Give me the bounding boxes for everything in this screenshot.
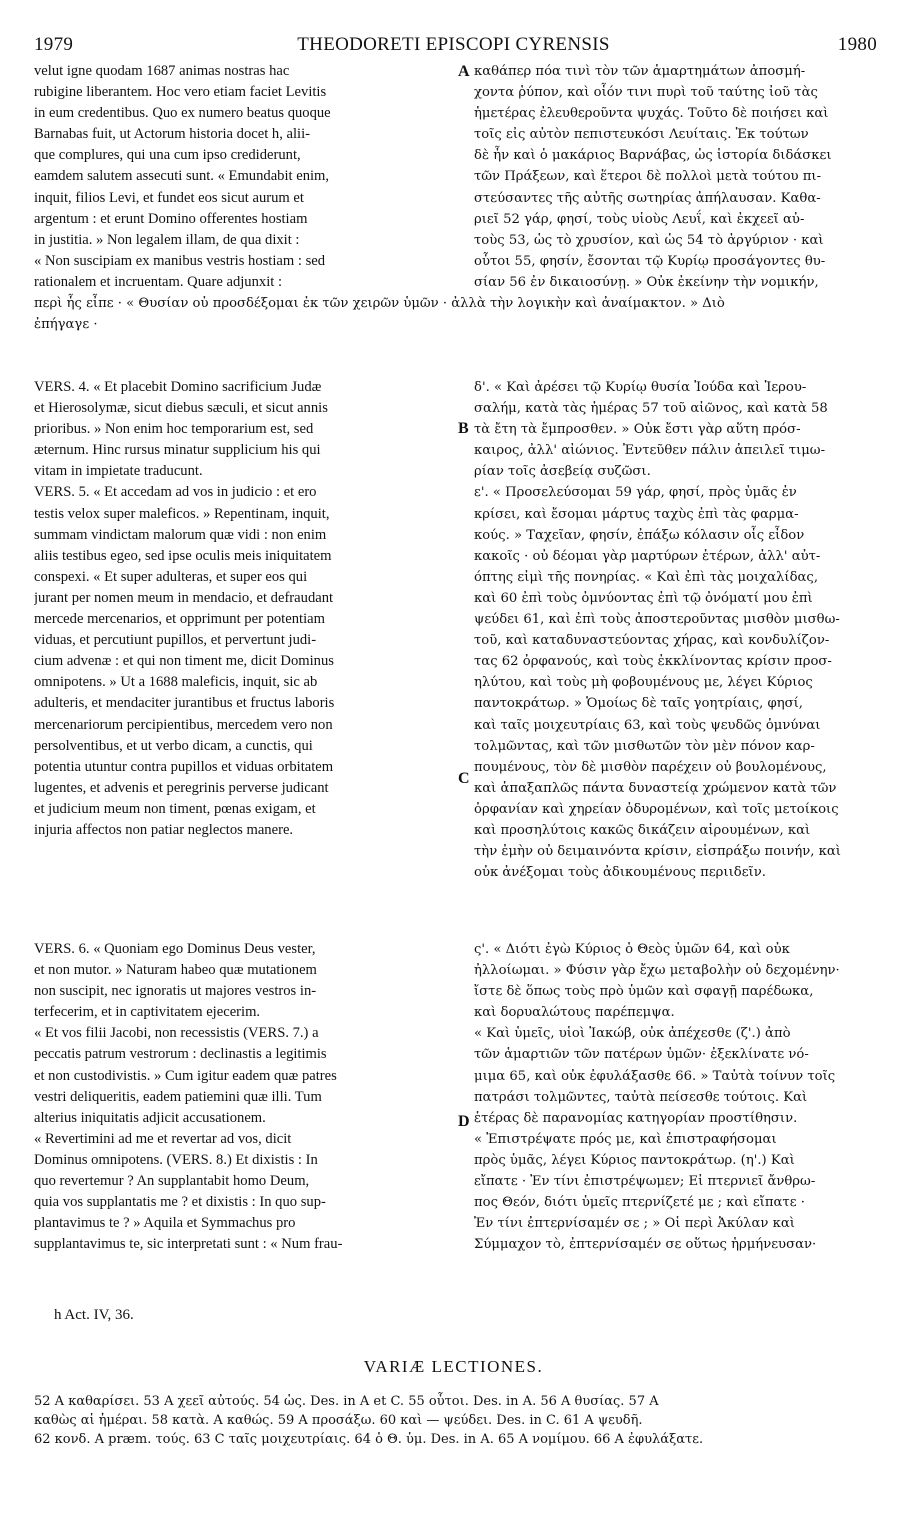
latin-column-part-3 bbox=[34, 939, 452, 1255]
latin-text-line: terfecerim, et in captivitatem ejecerim. bbox=[34, 1004, 261, 1021]
greek-text-line: καὶ ἁπαξαπλῶς πάντα δυναστείᾳ χρώμενον κατὰ τῶν bbox=[474, 780, 837, 796]
latin-text-line: quo revertemur ? An supplantabit homo Deum, bbox=[34, 1173, 310, 1190]
margin-marker-c: C bbox=[458, 770, 470, 787]
greek-text-line: παντοκράτωρ. » Ὁμοίως δὲ ταῖς γοητρίαις, φησί, bbox=[474, 696, 803, 712]
margin-marker-d: D bbox=[458, 1113, 470, 1130]
latin-text-line: cium advenæ : et qui non timent me, dicit Dominus bbox=[34, 653, 334, 670]
variae-note-line: 52 A καθαρίσει. 53 A χεεῖ αὐτούς. 54 ὡς. Des. in A et C. 55 οὗτοι. Des. in A. 56 A θυσίας. 57 A bbox=[34, 1394, 659, 1409]
latin-text-line: et non custodivistis. » Cum igitur eadem quæ patres bbox=[34, 1067, 337, 1084]
latin-text-line: « Revertimini ad me et revertar ad vos, dicit bbox=[34, 1130, 292, 1147]
greek-text-line: χοντα ῥύπον, καὶ οἷόν τινι πυρὶ τοῦ ταύτης ἰοῦ τὰς bbox=[474, 85, 818, 101]
greek-text-line: ς'. « Διότι ἐγὼ Κύριος ὁ Θεὸς ὑμῶν 64, καὶ οὐκ bbox=[474, 942, 790, 957]
greek-text-line: τοῖς εἰς αὐτὸν πεπιστευκόσι Λευίταις. Ἐκ τούτων bbox=[474, 127, 809, 143]
greek-text-line: στεύσαντες τῆς αὐτῆς σωτηρίας ἀπήλαυσαν. Καθα- bbox=[474, 190, 821, 206]
greek-text-line: οὗτοι 55, φησίν, ἔσονται τῷ Κυρίῳ προσάγοντες θυ- bbox=[474, 253, 826, 269]
page-number-right: 1980 bbox=[837, 34, 877, 55]
greek-text-line: « Ἐπιστρέψατε πρός με, καὶ ἐπιστραφήσομαι bbox=[474, 1131, 777, 1147]
greek-text-line: ρίαν τοῖς ἀσεβείᾳ συζῶσι. bbox=[474, 464, 651, 480]
latin-text-line: argentum : et erunt Domino offerentes hostiam bbox=[34, 210, 308, 227]
latin-text-line: rubigine liberantem. Hoc vero etiam faciet Levitis bbox=[34, 84, 327, 101]
variae-note-line: 62 κονδ. A præm. τούς. 63 C ταῖς μοιχευτρίαις. 64 ὁ Θ. ὑμ. Des. in A. 65 A νομίμου. 66 A ἐφυλάξατε. bbox=[34, 1432, 704, 1447]
greek-text-line: δὲ ἦν καὶ ὁ μακάριος Βαρνάβας, ὡς ἱστορία διδάσκει bbox=[474, 148, 832, 164]
greek-text-line: πατράσι τολμῶντες, ταὐτὰ πείσεσθε τούτοις. Καὶ bbox=[474, 1089, 808, 1105]
latin-text-line: supplantavimus te, sic interpretati sunt : « Num frau- bbox=[34, 1236, 343, 1253]
greek-text-line: κακοῖς · οὐ δέομαι γὰρ μαρτύρων ἑτέρων, ἀλλ' αὐτ- bbox=[474, 548, 821, 564]
running-title: THEODORETI EPISCOPI CYRENSIS bbox=[297, 34, 610, 55]
greek-text-line: καὶ 60 ἐπὶ τοὺς ὀμνύοντας ἐπὶ τῷ ὀνόματί μου ἐπὶ bbox=[474, 590, 813, 606]
latin-text-line: persolventibus, et ut verbo dicam, a cunctis, qui bbox=[34, 737, 313, 754]
greek-text-line: Σύμμαχον τὸ, ἐπτερνίσαμέν σε οὕτως ἡρμήνευσαν· bbox=[474, 1237, 817, 1253]
greek-text-line: τοῦ, καὶ καταδυναστεύοντας χήρας, καὶ κονδυλίζον- bbox=[474, 633, 830, 649]
latin-text-line: VERS. 4. « Et placebit Domino sacrificium Judæ bbox=[34, 379, 322, 395]
latin-text-line: plantavimus te ? » Aquila et Symmachus pro bbox=[34, 1215, 296, 1232]
latin-text-line: in eum credentibus. Quo ex numero beatus quoque bbox=[34, 105, 331, 122]
greek-text-line: τῶν ἁμαρτιῶν τῶν πατέρων ὑμῶν· ἐξεκλίνατε νό- bbox=[474, 1047, 809, 1063]
latin-text-line: quia vos supplantatis me ? et dixistis : In quo sup- bbox=[34, 1194, 326, 1211]
greek-text-line: καθάπερ πόα τινὶ τὸν τῶν ἁμαρτημάτων ἀποσμή- bbox=[474, 64, 806, 79]
greek-text-line: τας 62 ὀρφανούς, καὶ τοὺς ἐκκλίνοντας κρίσιν προσ- bbox=[474, 654, 832, 670]
latin-text-line: vestri deliqueritis, eadem patiemini quæ illi. Tum bbox=[34, 1088, 322, 1105]
full-width-greek-line bbox=[34, 293, 892, 335]
greek-text-line: καιρος, ἀλλ' αἰώνιος. Ἐντεῦθεν πάλιν ἀπειλεῖ τιμω- bbox=[474, 443, 826, 459]
greek-text-line: οὐκ ἀνέξομαι τοὺς ἀδικουμένους περιιδεῖν. bbox=[474, 865, 766, 881]
variae-note-line: καθὼς αἱ ἡμέραι. 58 κατὰ. A καθώς. 59 A προσάξω. 60 καὶ — ψεύδει. Des. in C. 61 A ψευδῆ. bbox=[34, 1413, 643, 1428]
greek-text-line: τὴν ἐμὴν οὐ δειμαινόντα κρίσιν, εἰσπράξω ποινήν, καὶ bbox=[474, 844, 841, 860]
greek-text-line: καὶ ταῖς μοιχευτρίαις 63, καὶ τοὺς ψευδῶς ὀμνύναι bbox=[474, 717, 821, 733]
latin-text-line: summam vindictam malorum quæ vidi : non enim bbox=[34, 526, 327, 543]
latin-text-line: inquit, filios Levi, et fundet eos sicut aurum et bbox=[34, 189, 304, 206]
greek-text-line: δ'. « Καὶ ἀρέσει τῷ Κυρίῳ θυσία Ἰούδα καὶ Ἱερου- bbox=[474, 380, 807, 395]
greek-text-line: περὶ ἧς εἶπε · « Θυσίαν οὐ προσδέξομαι ἐκ τῶν χειρῶν ὑμῶν · ἀλλὰ τὴν λογικὴν καὶ ἀναίμακτον. » Διὸ bbox=[34, 296, 725, 311]
greek-column-part-2 bbox=[474, 377, 892, 883]
latin-text-line: VERS. 5. « Et accedam ad vos in judicio : et ero bbox=[34, 484, 317, 501]
greek-text-line: ριεῖ 52 γάρ, φησί, τοὺς υἱοὺς Λευΐ, καὶ ἐκχεεῖ αὐ- bbox=[474, 211, 805, 227]
greek-text-line: σίαν 56 ἐν δικαιοσύνῃ. » Οὐκ ἐκείνην τὴν νομικήν, bbox=[474, 274, 819, 290]
greek-text-line: τοὺς 53, ὡς τὸ χρυσίον, καὶ ὡς 54 τὸ ἀργύριον · καὶ bbox=[474, 232, 824, 248]
variae-lectiones-notes bbox=[34, 1392, 892, 1449]
variae-lectiones-title: VARIÆ LECTIONES. bbox=[363, 1357, 544, 1376]
latin-text-line: lugentes, et advenis et peregrinis perverse judicant bbox=[34, 779, 329, 796]
greek-text-line: πρὸς ὑμᾶς, λέγει Κύριος παντοκράτωρ. (η'.) Καὶ bbox=[474, 1152, 795, 1168]
greek-text-line: ἠλλοίωμαι. » Φύσιν γὰρ ἔχω μεταβολὴν οὐ δεχομένην· bbox=[474, 963, 840, 979]
greek-text-line: τὰ ἔτη τὰ ἔμπροσθεν. » Οὐκ ἔστι γὰρ αὕτη πρόσ- bbox=[474, 422, 801, 438]
latin-text-line: mercenariorum percipientibus, mercedem vero non bbox=[34, 716, 333, 733]
greek-text-line: ἴστε δὲ ὅπως τοὺς πρὸ ὑμῶν καὶ σφαγῇ παρέδωκα, bbox=[474, 984, 814, 1000]
greek-text-line: ἡμετέρας ἐλευθεροῦντα ψυχάς. Τοῦτο δὲ ποιήσει καὶ bbox=[474, 106, 829, 122]
latin-text-line: omnipotens. » Ut a 1688 maleficis, inquit, sic ab bbox=[34, 674, 318, 691]
greek-text-line: κρίσει, καὶ ἔσομαι μάρτυς ταχὺς ἐπὶ τὰς φαρμα- bbox=[474, 506, 799, 522]
latin-text-line: non suscipit, nec ignoratis ut majores vestros in- bbox=[34, 983, 317, 1000]
latin-text-line: potentia utuntur contra pupillos et viduas orbitatem bbox=[34, 758, 334, 775]
greek-text-line: όπτης εἰμὶ τῆς πονηρίας. « Καὶ ἐπὶ τὰς μοιχαλίδας, bbox=[474, 569, 819, 585]
latin-text-line: « Non suscipiam ex manibus vestris hostiam : sed bbox=[34, 252, 326, 269]
latin-text-line: testis velox super maleficos. » Repentinam, inquit, bbox=[34, 505, 330, 522]
greek-text-line: μιμα 65, καὶ οὐκ ἐφυλάξασθε 66. » Ταὐτὰ τοίνυν τοῖς bbox=[474, 1068, 836, 1084]
greek-text-line: κούς. » Ταχεῖαν, φησίν, ἐπάξω κόλασιν οἷς εἶδον bbox=[474, 527, 805, 543]
latin-text-line: peccatis patrum vestrorum : declinastis a legitimis bbox=[34, 1046, 327, 1063]
latin-column-part-1 bbox=[34, 61, 452, 293]
latin-text-line: et judicium meum non timent, pœnas exigam, et bbox=[34, 800, 316, 817]
greek-text-line: ηλύτου, καὶ τοὺς μὴ φοβουμένους με, λέγει Κύριος bbox=[474, 675, 813, 691]
latin-text-line: et non mutor. » Naturam habeo quæ mutationem bbox=[34, 962, 317, 979]
latin-text-line: que complures, qui una cum ipso crediderunt, bbox=[34, 147, 301, 164]
greek-text-line: Ἐν τίνι ἐπτερνίσαμέν σε ; » Οἱ περὶ Ἀκύλαν καὶ bbox=[474, 1216, 795, 1232]
latin-text-line: eamdem salutem assecuti sunt. « Emundabit enim, bbox=[34, 168, 330, 185]
latin-text-line: vitam in impietate traducunt. bbox=[34, 463, 203, 480]
greek-text-line: ἐπήγαγε · bbox=[34, 317, 98, 333]
latin-text-line: adulteris, et mendaciter jurantibus et fructus laboris bbox=[34, 695, 335, 712]
greek-column-part-1 bbox=[474, 61, 892, 293]
latin-text-line: mercede mercenarios, et opprimunt per potentiam bbox=[34, 611, 325, 628]
greek-text-line: ὀρφανίαν καὶ χηρείαν ὀδυρομένων, καὶ τοῖς μετοίκοις bbox=[474, 801, 839, 817]
latin-text-line: in justitia. » Non legalem illam, de qua dixit : bbox=[34, 231, 300, 248]
latin-text-line: et Hierosolymæ, sicut diebus sæculi, et sicut annis bbox=[34, 400, 328, 417]
margin-marker-b: B bbox=[458, 420, 469, 437]
greek-text-line: πος Θεόν, διότι ὑμεῖς πτερνίζετέ με ; καὶ εἴπατε · bbox=[474, 1195, 805, 1211]
greek-text-line: σαλήμ, κατὰ τὰς ἡμέρας 57 τοῦ αἰῶνος, καὶ κατὰ 58 bbox=[474, 401, 828, 417]
latin-text-line: VERS. 6. « Quoniam ego Dominus Deus vester, bbox=[34, 941, 316, 957]
greek-column-part-3 bbox=[474, 939, 892, 1255]
greek-text-line: καὶ δορυαλώτους παρέπεμψα. bbox=[474, 1005, 675, 1021]
latin-text-line: rationalem et incruentam. Quare adjunxit : bbox=[34, 273, 283, 290]
greek-text-line: εἴπατε · Ἐν τίνι ἐπιστρέψωμεν; Εἰ πτερνιεῖ ἄνθρω- bbox=[474, 1174, 816, 1190]
page-number-left: 1979 bbox=[34, 34, 74, 55]
latin-text-line: prioribus. » Non enim hoc temporarium est, sed bbox=[34, 421, 314, 438]
footnote: h Act. IV, 36. bbox=[54, 1307, 134, 1323]
latin-text-line: velut igne quodam 1687 animas nostras hac bbox=[34, 63, 290, 79]
greek-text-line: ε'. « Προσελεύσομαι 59 γάρ, φησί, πρὸς ὑμᾶς ἐν bbox=[474, 485, 797, 501]
margin-marker-a: A bbox=[458, 63, 470, 80]
latin-text-line: aliis testibus egeo, sed ipse oculis meis iniquitatem bbox=[34, 547, 332, 564]
latin-text-line: Barnabas fuit, ut Actorum historia docet h, alii- bbox=[34, 126, 310, 143]
latin-text-line: injuria affectos non patiar neglectos manere. bbox=[34, 821, 294, 838]
greek-text-line: ἑτέρας δὲ παρανομίας κατηγορίαν προστίθησιν. bbox=[474, 1110, 798, 1126]
greek-text-line: ψεύδει 61, καὶ ἐπὶ τοὺς ἀποστεροῦντας μισθὸν μισθω- bbox=[474, 612, 840, 628]
latin-text-line: viduas, et percutiunt pupillos, et pervertunt judi- bbox=[34, 632, 317, 649]
greek-text-line: τολμῶντας, καὶ τῶν μισθωτῶν τὸν μὲν πόνον καρ- bbox=[474, 738, 815, 754]
latin-text-line: conspexi. « Et super adulteras, et super eos qui bbox=[34, 568, 308, 585]
latin-text-line: jurant per nomen meum in mendacio, et defraudant bbox=[34, 589, 334, 606]
greek-text-line: πουμένους, τὸν δὲ μισθὸν παρέχειν οὐ βουλομένους, bbox=[474, 759, 827, 775]
latin-text-line: « Et vos filii Jacobi, non recessistis (VERS. 7.) a bbox=[34, 1025, 319, 1042]
greek-text-line: καὶ προσηλύτοις κακῶς δικάζειν αἱρουμένων, καὶ bbox=[474, 822, 811, 838]
latin-text-line: æternum. Hinc rursus minatur supplicium his qui bbox=[34, 442, 321, 459]
latin-text-line: alterius iniquitatis adjicit accusationem. bbox=[34, 1109, 266, 1126]
greek-text-line: « Καὶ ὑμεῖς, υἱοὶ Ἰακώβ, οὐκ ἀπέχεσθε (ζ'.) ἀπὸ bbox=[474, 1026, 791, 1042]
greek-text-line: τῶν Πράξεων, καὶ ἕτεροι δὲ πολλοὶ μετὰ τούτου πι- bbox=[474, 169, 822, 185]
latin-column-part-2 bbox=[34, 377, 452, 841]
latin-text-line: Dominus omnipotens. (VERS. 8.) Et dixistis : In bbox=[34, 1151, 318, 1168]
